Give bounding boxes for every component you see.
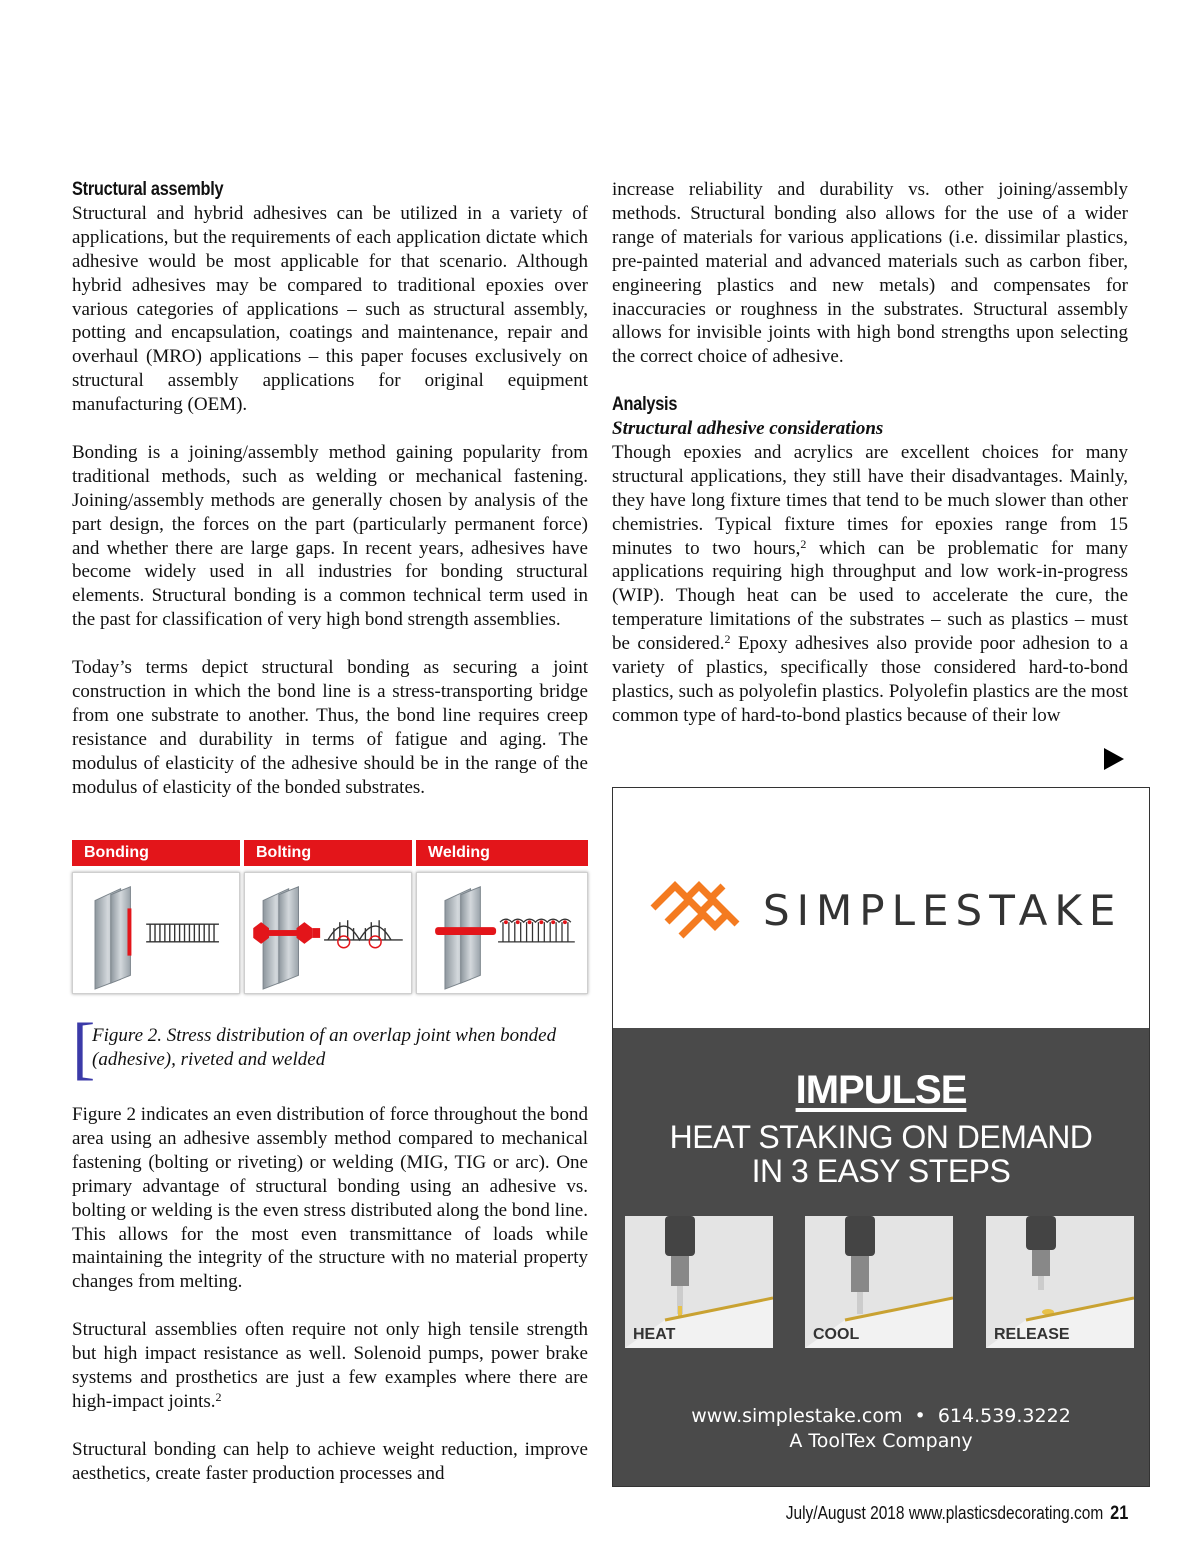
paragraph: Figure 2 indicates an even distribution of force throughout the bond area using an adhesive assembly method compared to mechanical fastening (bolting or riveting) or welding (MIG, TIG or arc). One primary advantage of structural bonding using an adhesive vs. bolting or welding is the even stress distributed along the bond line. This allows for the most even transmittance of loads while maintaining the integrity of the structure with no material property changes from melting. (72, 1104, 588, 1293)
figure-panel-bolting (244, 872, 412, 994)
page-footer (785, 1503, 1128, 1525)
caption-bracket-icon: [ (72, 1010, 96, 1087)
subheading: Structural adhesive considerations (612, 418, 884, 440)
ad-brand-name: SIMPLESTAKE (763, 886, 1123, 935)
reference-superscript: 2 (215, 1389, 222, 1404)
simplestake-logo-icon (647, 866, 743, 950)
ad-step-cool (805, 1216, 953, 1348)
caption-text: Figure 2. Stress distribution of an overlap joint when bonded (adhesive), riveted and welded (92, 1025, 557, 1070)
paragraph: Structural and hybrid adhesives can be utilized in a variety of applications, but the requirements of each application dictate which adhesive would be most applicable for that scenario. Although hybrid adhesives may be compared to traditional epoxies over various categories of applications – such as structural assembly, potting and encapsulation, coatings and maintenance, repair and overhaul (MRO) applications – this paper focuses exclusively on structural assembly applications for original equipment manufacturing (OEM). (72, 202, 588, 416)
welded-joint-diagram (417, 873, 587, 993)
figure-label-bolting: Bolting (244, 840, 412, 866)
paragraph: Structural assemblies often require not only high tensile strength but high impact resistance as well. Solenoid pumps, power brake systems and prosthetics are just a few examples where there are high-impact joints.$^2$ (72, 1319, 588, 1412)
figure-label-welding: Welding (416, 840, 588, 866)
step-label-release: RELEASE (994, 1326, 1070, 1343)
figure-panel-welding (416, 872, 588, 994)
ad-product-name: IMPULSE (795, 1068, 967, 1112)
paragraph: Structural bonding can help to achieve weight reduction, improve aesthetics, create faster production processes and (72, 1438, 588, 1484)
figure-stress-distribution (72, 840, 588, 996)
ad-step-heat (625, 1216, 773, 1348)
ad-step-release (986, 1216, 1134, 1348)
continue-arrow-icon (1104, 748, 1124, 770)
left-column (72, 178, 588, 800)
step-label-cool: COOL (813, 1326, 860, 1343)
section-heading-structural-assembly: Structural assembly (72, 179, 224, 200)
ad-logo-area (613, 788, 1149, 1028)
figure-panel-bonding (72, 872, 240, 994)
advertisement (612, 787, 1150, 1487)
figure-caption (72, 1010, 588, 1090)
figure-label-bonding: Bonding (72, 840, 240, 866)
section-heading-analysis: Analysis (612, 394, 678, 416)
right-column (612, 178, 1128, 728)
ad-contact (613, 1404, 1149, 1454)
paragraph: increase reliability and durability vs. other joining/assembly methods. Structural bonding also allows for the use of a wider range of materials for various applications (i.e. dissimilar plastics, pre-painted material and advanced materials such as carbon fiber, engineering plastics and new metals) and compensates for inaccuracies or roughness in the substrates. Structural assembly allows for invisible joints with high bond strengths upon selecting the correct choice of adhesive. (612, 179, 1128, 368)
footer-issue: July/August 2018 www.plasticsdecorating.com (785, 1503, 1103, 1523)
paragraph: Bonding is a joining/assembly method gaining popularity from traditional methods, such as welding or mechanical fastening. Joining/assembly methods are generally chosen by analysis of the part design, the forces on the part (particularly permanent force) and whether there are large gaps. In recent years, adhesives have become widely used in all industries for bonding structural elements. Structural bonding is a common technical term used in the past for classification of very high bond strength assemblies. (72, 441, 588, 631)
ad-product-panel (613, 1028, 1149, 1487)
left-column-continued (72, 1103, 588, 1485)
ad-website-phone: www.simplestake.com • 614.539.3222 (691, 1405, 1071, 1427)
reference-superscript: 2 (800, 536, 807, 551)
paragraph: Today’s terms depict structural bonding as securing a joint construction in which the bond line is a stress-transporting bridge from one substrate to another. Thus, the bond line requires creep resistance and durability in terms of fatigue and aging. The modulus of elasticity of the adhesive should be in the range of the modulus of elasticity of the bonded substrates. (72, 657, 588, 798)
bolted-joint-diagram (245, 873, 411, 993)
reference-superscript: 2 (724, 632, 731, 647)
paragraph: Though epoxies and acrylics are excellent choices for many structural applications, they still have their disadvantages. Mainly, they have long fixture times that tend to be much slower than other chemistries. Typical fixture times for epoxies range from 15 minutes to two hours,$^2$ which can be problematic for many applications requiring high throughput and low work-in-progress (WIP). Though heat can be used to accelerate the cure, the temperature limitations of the substrates – such as plastics – must be considered.$^2$ Epoxy adhesives also provide poor adhesion to a variety of plastics, specifically those considered hard-to-bond plastics, such as polyolefin plastics. Polyolefin plastics are the most common type of hard-to-bond plastics because of their low (612, 441, 1128, 726)
page-number: 21 (1109, 1503, 1128, 1524)
ad-company: A ToolTex Company (789, 1430, 973, 1452)
ad-tagline: HEAT STAKING ON DEMAND IN 3 EASY STEPS (669, 1119, 1093, 1189)
step-label-heat: HEAT (633, 1326, 676, 1343)
bonded-joint-diagram (73, 873, 239, 993)
